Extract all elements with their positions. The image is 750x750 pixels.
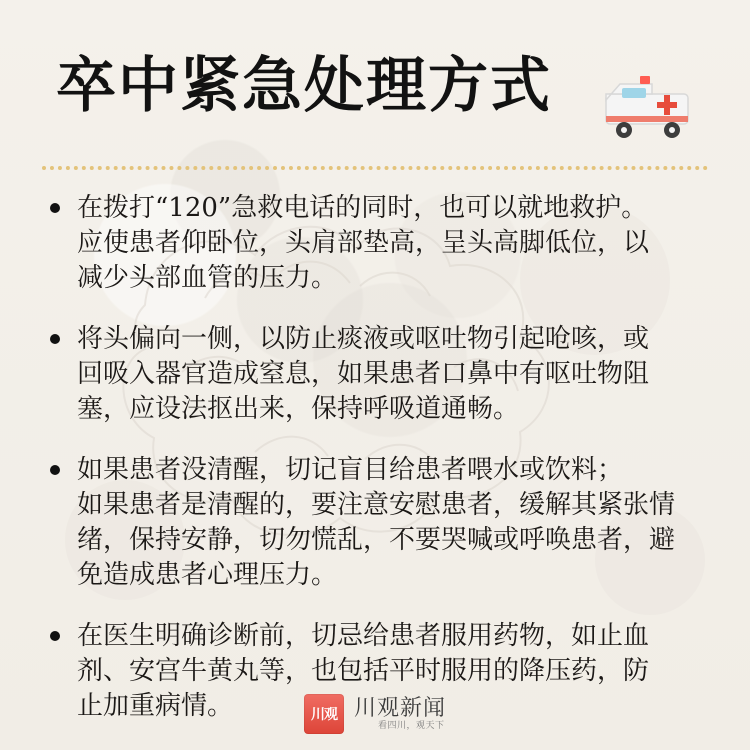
text-line: 回吸入器官造成窒息，如果患者口鼻中有呕吐物阻 <box>77 359 650 389</box>
text-line: 如果患者是清醒的，要注意安慰患者，缓解其紧张情 <box>77 490 676 520</box>
text-line: 如果患者没清醒，切记盲目给患者喂水或饮料； <box>77 455 624 485</box>
bullet-icon <box>50 631 60 641</box>
page-title: 卒中紧急处理方式 <box>56 51 552 121</box>
text-line: 将头偏向一侧，以防止痰液或呕吐物引起呛咳，或 <box>77 324 650 354</box>
text-line: 免造成患者心理压力。 <box>77 560 338 590</box>
text-line: 塞，应设法抠出来，保持呼吸道通畅。 <box>77 394 520 424</box>
list-item <box>44 322 694 427</box>
ambulance-svg <box>600 76 698 146</box>
list-item-text <box>77 453 694 593</box>
text-line: 应使患者仰卧位，头肩部垫高，呈头高脚低位，以 <box>77 228 650 258</box>
logo-text: 川观 <box>311 707 337 723</box>
list-item-text <box>77 322 694 427</box>
text-line: 在拨打“120”急救电话的同时，也可以就地救护。 <box>77 193 648 223</box>
list-item-text <box>77 191 694 296</box>
text-line: 减少头部血管的压力。 <box>77 263 338 293</box>
bullet-icon <box>50 465 60 475</box>
bullet-icon <box>50 334 60 344</box>
text-line: 在医生明确诊断前，切忌给患者服用药物，如止血 <box>77 621 650 651</box>
bullet-icon <box>50 203 60 213</box>
list-item <box>44 191 694 296</box>
text-line: 剂、安宫牛黄丸等，也包括平时服用的降压药，防 <box>77 656 650 686</box>
section-divider <box>42 166 708 170</box>
list-item <box>44 453 694 593</box>
text-line: 止加重病情。 <box>77 691 234 721</box>
brand-wrap <box>354 695 447 731</box>
brand-slogan: 看四川，观天下 <box>378 720 445 731</box>
text-line: 绪，保持安静，切勿慌乱，不要哭喊或呼唤患者，避 <box>77 525 676 555</box>
ambulance-icon <box>600 76 698 146</box>
brand-name: 川观新闻 <box>354 695 447 721</box>
content-list <box>44 191 694 750</box>
footer-brand <box>304 694 446 734</box>
logo-icon <box>304 694 344 734</box>
